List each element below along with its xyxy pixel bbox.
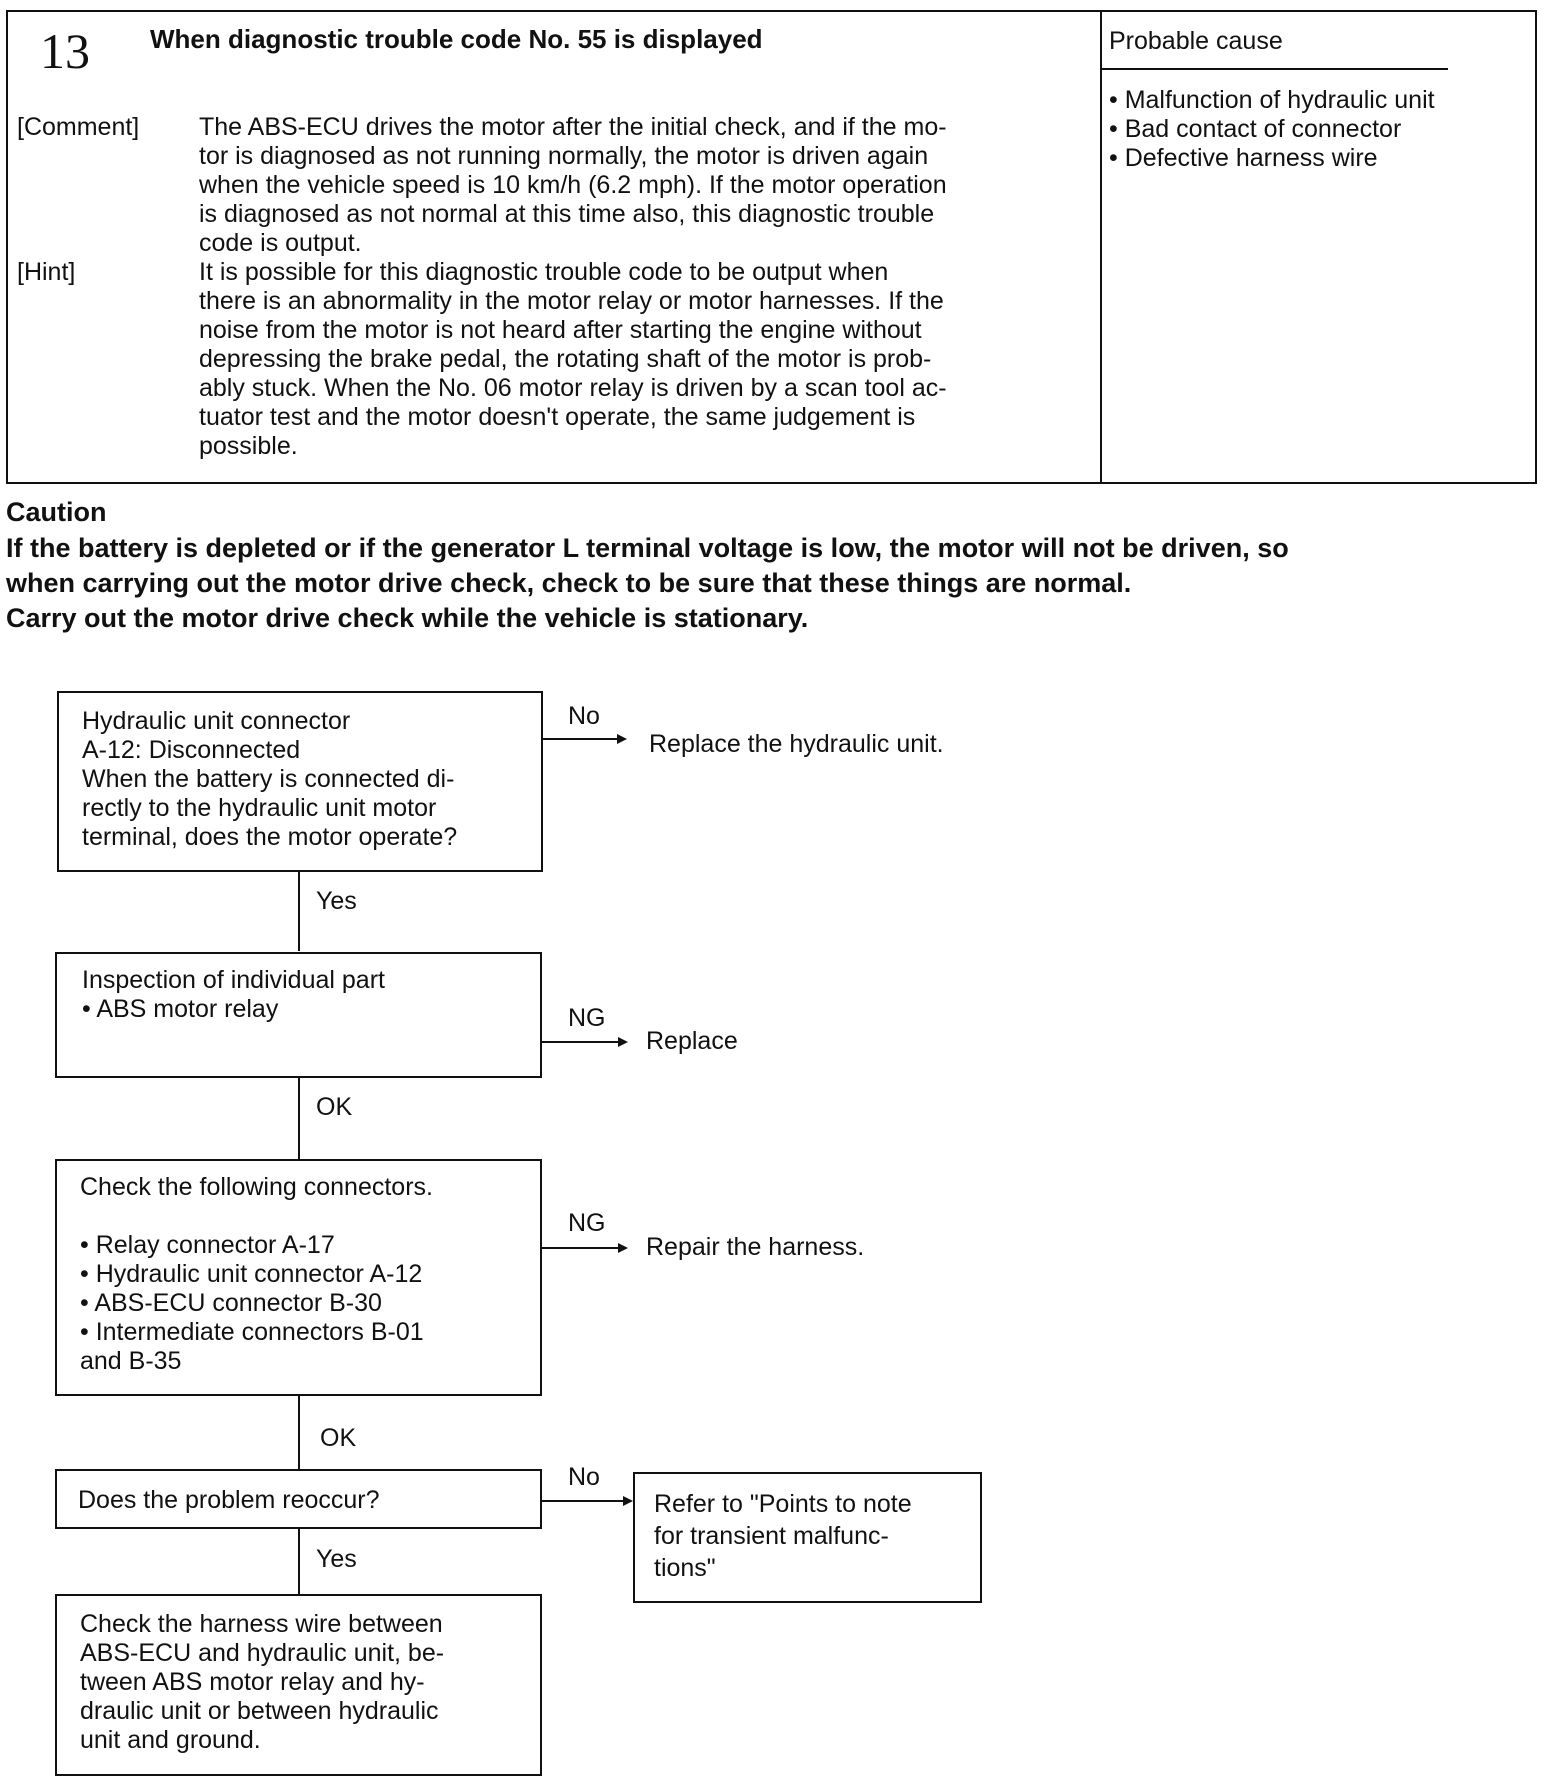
text-line: tween ABS motor relay and hy-: [80, 1668, 425, 1696]
text-line: there is an abnormality in the motor relay or motor harnesses. If the: [199, 287, 944, 315]
text-line: The ABS-ECU drives the motor after the initial check, and if the mo-: [199, 113, 947, 141]
text-line: • Intermediate connectors B-01: [80, 1318, 424, 1346]
table-bottom-border: [6, 482, 1536, 484]
text-line: • ABS motor relay: [82, 995, 279, 1023]
text-line: tor is diagnosed as not running normally, the motor is driven again: [199, 142, 929, 170]
flow-connector-1: [298, 871, 300, 951]
flow-step-1-no-arrow: [543, 738, 625, 740]
probable-cause-underline: [1100, 68, 1448, 70]
flow-step-2-ng-label: NG: [568, 1004, 606, 1032]
cause-item: • Malfunction of hydraulic unit: [1109, 86, 1435, 114]
flow-step-3-ng-label: NG: [568, 1209, 606, 1237]
caution-text: [6, 531, 1289, 636]
text-line: If the battery is depleted or if the generator L terminal voltage is low, the motor will not be driven, so: [6, 533, 1289, 563]
flow-step-4-text: [78, 1486, 380, 1515]
flow-step-3-ng-arrow: [542, 1247, 626, 1249]
comment-label: [Comment]: [17, 113, 140, 141]
flow-step-3-text: [80, 1173, 433, 1376]
text-line: depressing the brake pedal, the rotating shaft of the motor is prob-: [199, 345, 932, 373]
text-line: draulic unit or between hydraulic: [80, 1697, 439, 1725]
section-title: When diagnostic trouble code No. 55 is displayed: [150, 24, 763, 54]
text-line: possible.: [199, 432, 298, 460]
flow-step-3-ok-label: OK: [320, 1424, 357, 1452]
text-line: ABS-ECU and hydraulic unit, be-: [80, 1639, 445, 1667]
flow-step-1-text: [82, 707, 457, 852]
text-line: code is output.: [199, 229, 362, 257]
flow-connector-4: [298, 1528, 300, 1594]
text-line: noise from the motor is not heard after starting the engine without: [199, 316, 922, 344]
flow-step-4-no-label: No: [568, 1463, 600, 1491]
text-line: Inspection of individual part: [82, 966, 385, 994]
section-number: 13: [40, 23, 90, 79]
text-line: [80, 1202, 433, 1231]
text-line: tions": [654, 1554, 716, 1582]
flow-connector-3: [298, 1395, 300, 1469]
text-line: • Relay connector A-17: [80, 1231, 335, 1259]
text-line: • Hydraulic unit connector A-12: [80, 1260, 423, 1288]
table-left-border: [6, 10, 8, 484]
caution-title: Caution: [6, 497, 107, 527]
text-line: tuator test and the motor doesn't operate, the same judgement is: [199, 403, 916, 431]
text-line: • ABS-ECU connector B-30: [80, 1289, 382, 1317]
flow-step-1-no-label: No: [568, 702, 600, 730]
text-line: when carrying out the motor drive check, check to be sure that these things are normal.: [6, 568, 1132, 598]
text-line: Check the harness wire between: [80, 1610, 443, 1638]
flow-step-2-text: [82, 966, 385, 1024]
flow-step-2-ok-label: OK: [316, 1093, 353, 1121]
table-top-border: [6, 10, 1536, 12]
text-line: ably stuck. When the No. 06 motor relay is driven by a scan tool ac-: [199, 374, 947, 402]
probable-cause-list: [1109, 86, 1435, 173]
text-line: A-12: Disconnected: [82, 736, 301, 764]
flow-step-1-yes-label: Yes: [316, 887, 357, 915]
flow-step-2-ng-result: Replace: [646, 1027, 738, 1055]
text-line: is diagnosed as not normal at this time also, this diagnostic trouble: [199, 200, 935, 228]
flow-step-2-ng-arrow: [542, 1041, 626, 1043]
flow-step-4-yes-label: Yes: [316, 1545, 357, 1573]
text-line: and B-35: [80, 1347, 182, 1375]
text-line: rectly to the hydraulic unit motor: [82, 794, 437, 822]
table-right-border: [1535, 10, 1537, 484]
text-line: for transient malfunc-: [654, 1522, 889, 1550]
text-line: Hydraulic unit connector: [82, 707, 351, 735]
flow-step-4-no-arrow: [542, 1500, 631, 1502]
flow-step-4-no-result: [654, 1488, 912, 1584]
text-line: It is possible for this diagnostic trouble code to be output when: [199, 258, 889, 286]
cause-item: • Defective harness wire: [1109, 144, 1378, 172]
text-line: terminal, does the motor operate?: [82, 823, 458, 851]
flow-connector-2: [298, 1077, 300, 1159]
probable-cause-label: Probable cause: [1109, 27, 1283, 55]
hint-text: [199, 258, 947, 461]
comment-text: [199, 113, 947, 258]
flow-step-5-text: [80, 1610, 444, 1755]
flow-step-1-no-result: Replace the hydraulic unit.: [649, 730, 944, 758]
cause-item: • Bad contact of connector: [1109, 115, 1402, 143]
text-line: Check the following connectors.: [80, 1173, 433, 1201]
text-line: When the battery is connected di-: [82, 765, 455, 793]
text-line: Does the problem reoccur?: [78, 1486, 380, 1514]
table-column-divider: [1100, 10, 1102, 484]
text-line: unit and ground.: [80, 1726, 261, 1754]
hint-label: [Hint]: [17, 258, 76, 286]
text-line: Carry out the motor drive check while the vehicle is stationary.: [6, 603, 809, 633]
text-line: Refer to "Points to note: [654, 1490, 912, 1518]
text-line: when the vehicle speed is 10 km/h (6.2 mph). If the motor operation: [199, 171, 947, 199]
flow-step-3-ng-result: Repair the harness.: [646, 1233, 865, 1261]
